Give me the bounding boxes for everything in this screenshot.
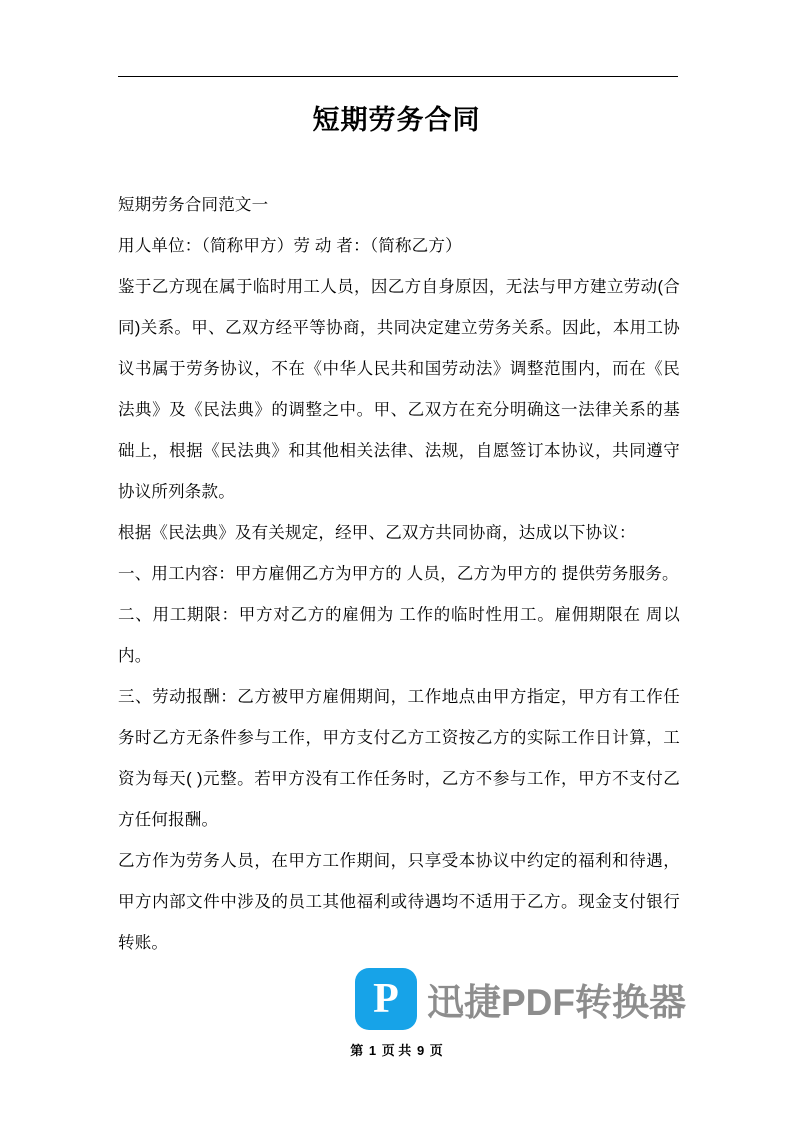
- watermark: [355, 968, 686, 1030]
- paragraph: 乙方作为劳务人员，在甲方工作期间，只享受本协议中约定的福利和待遇，甲方内部文件中涉及的员工其他福利或待遇均不适用于乙方。现金支付银行转账。: [118, 852, 680, 952]
- document-body: [118, 185, 680, 964]
- footer-prefix: 第: [350, 1043, 364, 1058]
- header-divider: [118, 76, 678, 77]
- footer-suffix: 页: [429, 1043, 443, 1058]
- paragraph: 二、用工期限：甲方对乙方的雇佣为 工作的临时性用工。雇佣期限在 周以内。: [118, 606, 680, 665]
- footer-current-page: 1: [368, 1043, 377, 1058]
- paragraph: 鉴于乙方现在属于临时用工人员，因乙方自身原因，无法与甲方建立劳动(合同)关系。甲、乙双方经平等协商，共同决定建立劳务关系。因此，本用工协议书属于劳务协议，不在《中华人民共和国劳动法》调整范围内，而在《民法典》及《民法典》的调整之中。甲、乙双方在充分明确这一法律关系的基础上，根据《民法典》和其他相关法律、法规，自愿签订本协议，共同遵守协议所列条款。: [118, 278, 680, 501]
- footer-middle: 页 共: [381, 1043, 412, 1058]
- pdf-converter-logo-icon: [355, 968, 417, 1030]
- footer-total-pages: 9: [416, 1043, 425, 1058]
- paragraph: 用人单位：（简称甲方）劳 动 者：（简称乙方）: [118, 237, 462, 255]
- paragraph: 一、用工内容：甲方雇佣乙方为甲方的 人员，乙方为甲方的 提供劳务服务。: [118, 565, 679, 583]
- page-title: 短期劳务合同: [312, 105, 481, 135]
- watermark-label: 迅捷PDF转换器: [427, 982, 686, 1023]
- paragraph: 根据《民法典》及有关规定，经甲、乙双方共同协商，达成以下协议：: [118, 524, 636, 542]
- paragraph: 短期劳务合同范文一: [118, 196, 269, 214]
- paragraph: 三、劳动报酬：乙方被甲方雇佣期间，工作地点由甲方指定，甲方有工作任务时乙方无条件参与工作，甲方支付乙方工资按乙方的实际工作日计算，工资为每天( )元整。若甲方没有工作任务时，乙方不参与工作，甲方不支付乙方任何报酬。: [118, 688, 680, 829]
- page-footer: [0, 1040, 793, 1059]
